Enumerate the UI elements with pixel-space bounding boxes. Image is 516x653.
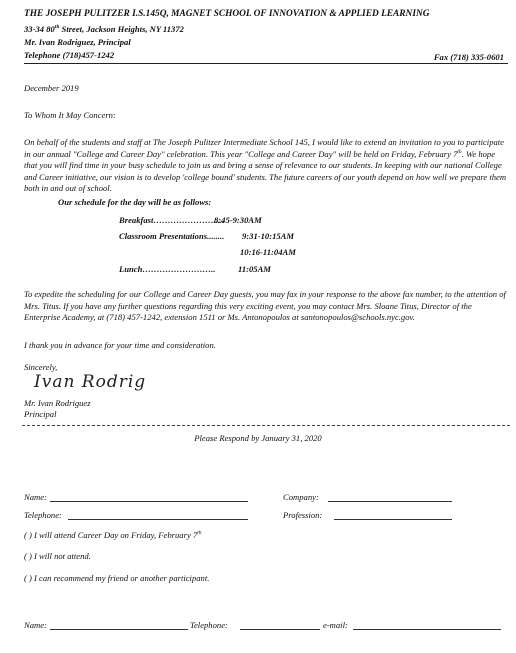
telephone-line: Telephone (718)457-1242 <box>24 50 115 60</box>
school-name: THE JOSEPH PULITZER I.S.145Q, MAGNET SCHOOL OF INNOVATION & APPLIED LEARNING <box>24 9 430 19</box>
schedule-time: 9:31-10:15AM <box>242 231 295 241</box>
bottom-email-field[interactable] <box>353 629 501 630</box>
attend-option[interactable]: ( ) I will attend Career Day on Friday, February 7th <box>24 530 202 540</box>
profession-field[interactable] <box>334 519 452 520</box>
schedule-label: Breakfast…………………..... <box>119 215 225 225</box>
thanks-line: I thank you in advance for your time and consideration. <box>24 340 216 350</box>
bottom-name-label: Name: <box>24 620 47 630</box>
schedule-time: 10:16-11:04AM <box>240 247 296 257</box>
signer-name: Mr. Ivan Rodriguez <box>24 398 91 408</box>
school-address: 33-34 80th Street, Jackson Heights, NY 11372 <box>24 24 184 34</box>
schedule-title: Our schedule for the day will be as follows: <box>58 197 212 207</box>
signature: Ivan Rodrig <box>34 372 147 392</box>
company-label: Company: <box>283 492 319 502</box>
cut-line <box>22 425 510 426</box>
telephone-field[interactable] <box>68 519 248 520</box>
name-label: Name: <box>24 492 47 502</box>
signer-title: Principal <box>24 409 57 419</box>
respond-deadline: Please Respond by January 31, 2020 <box>194 433 322 443</box>
schedule-time: 8:45-9:30AM <box>214 215 262 225</box>
name-field[interactable] <box>50 501 248 502</box>
header-rule <box>24 63 508 64</box>
recommend-option[interactable]: ( ) I can recommend my friend or another participant. <box>24 573 210 583</box>
schedule-label: Classroom Presentations........ <box>119 231 225 241</box>
bottom-telephone-field[interactable] <box>240 629 320 630</box>
not-attend-option[interactable]: ( ) I will not attend. <box>24 551 91 561</box>
company-field[interactable] <box>328 501 452 502</box>
bottom-email-label: e-mail: <box>323 620 348 630</box>
principal-line: Mr. Ivan Rodriguez, Principal <box>24 37 131 47</box>
schedule-label: Lunch…………………….. <box>119 264 216 274</box>
letter-date: December 2019 <box>24 83 79 93</box>
closing: Sincerely, <box>24 362 58 372</box>
salutation: To Whom It May Concern: <box>24 110 116 120</box>
bottom-name-field[interactable] <box>50 629 188 630</box>
bottom-telephone-label: Telephone: <box>190 620 228 630</box>
profession-label: Profession: <box>283 510 323 520</box>
schedule-time: 11:05AM <box>238 264 271 274</box>
body-paragraph-2: To expedite the scheduling for our College and Career Day guests, you may fax in your response to the above fax number, to the attention of Mrs. Titus. If you have any further questions regarding this very exciting event, you may contact Mrs. Sloane Titus, Director of the Enterprise Academy, at (718) 457-1242, extension 1511 or Ms. Antonopoulos at santonopoulos@schools.nyc.gov. <box>24 289 506 323</box>
telephone-label: Telephone: <box>24 510 62 520</box>
fax-line: Fax (718) 335-0601 <box>433 52 504 62</box>
body-paragraph-1: On behalf of the students and staff at The Joseph Pulitzer Intermediate School 145, I would like to extend an invitation to you to participate in our annual "College and Career Day" celebration. This year "College and Career Day" will be held on Friday, February 7th. We hope that you will find time in your busy schedule to join us and bring a sense of relevance to our students. In keeping with our national College and Career initiative, our vision is to develop 'college bound' students. The future careers of our youth depend on how well we prepare them both in and out of school. <box>24 137 507 194</box>
